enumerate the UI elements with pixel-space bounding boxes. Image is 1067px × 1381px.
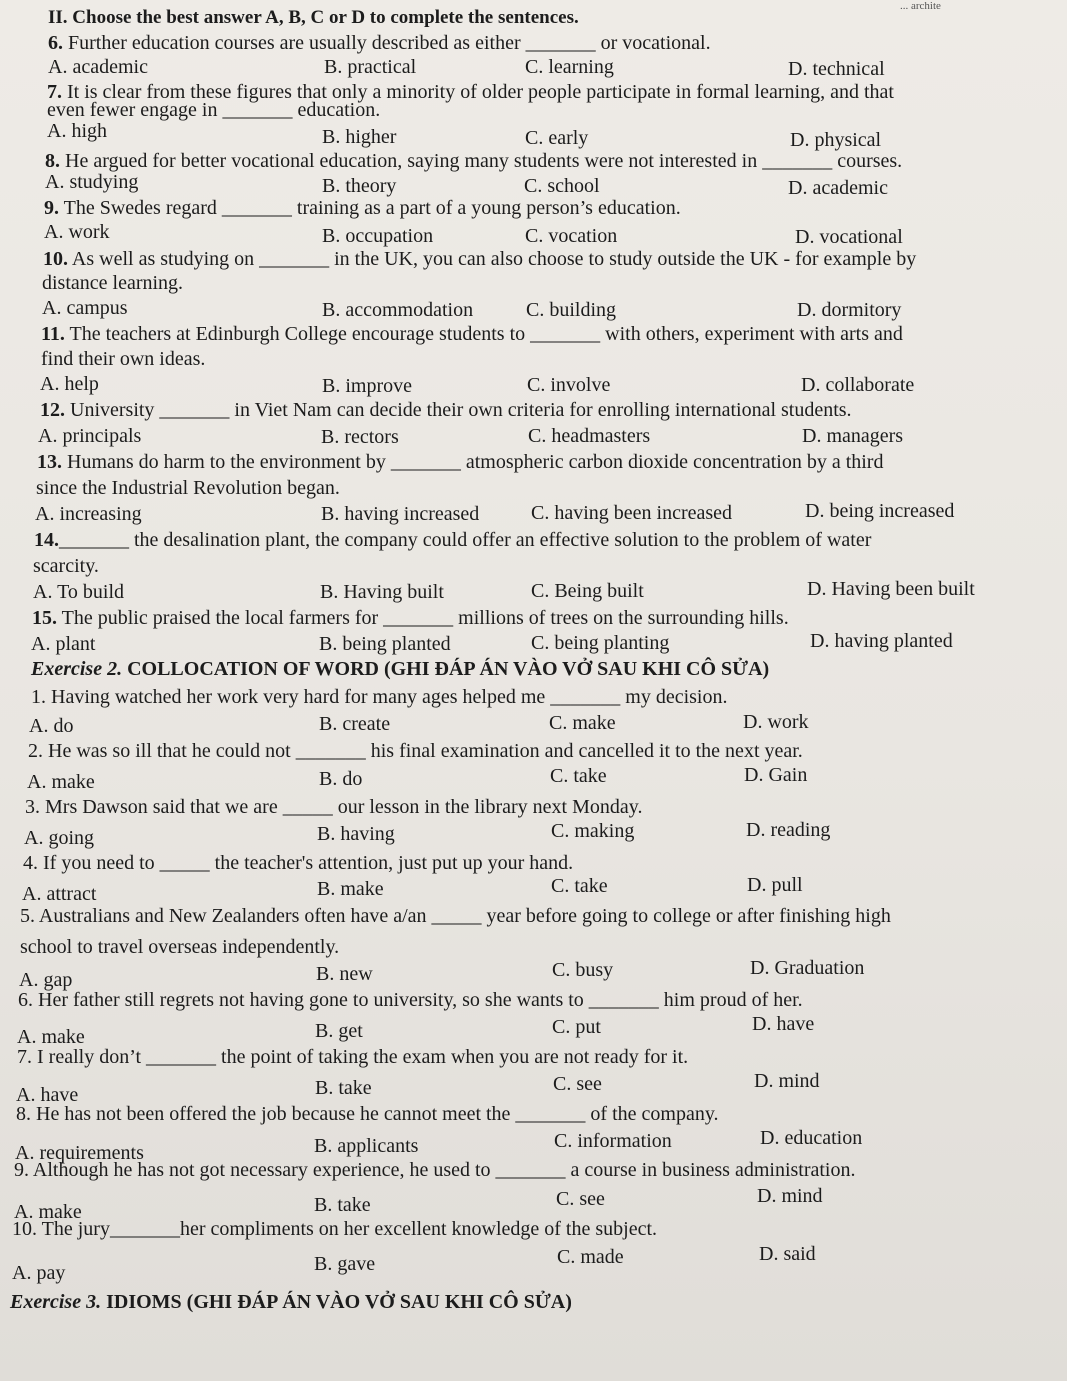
question-13	[37, 450, 883, 474]
option-a[interactable]: A. To build	[33, 581, 125, 603]
option-d[interactable]: D. vocational	[795, 226, 903, 248]
option-d[interactable]: D. have	[752, 1013, 815, 1035]
option-b[interactable]: B. Having built	[320, 581, 444, 603]
exercise-label: Exercise 3.	[10, 1291, 102, 1313]
option-d[interactable]: D. managers	[802, 425, 904, 447]
question-11	[41, 322, 903, 346]
option-a[interactable]: A. high	[47, 120, 107, 142]
option-d[interactable]: D. dormitory	[797, 299, 902, 321]
question-10	[43, 247, 916, 271]
exercise-3-heading	[10, 1290, 572, 1314]
option-c[interactable]: C. school	[524, 175, 600, 197]
option-b[interactable]: B. applicants	[314, 1135, 419, 1157]
top-fragment: ... archite	[900, 0, 941, 12]
option-a[interactable]: A. do	[29, 715, 74, 737]
option-a[interactable]: A. attract	[22, 883, 97, 905]
option-a[interactable]: A. pay	[12, 1262, 66, 1284]
exercise-title: COLLOCATION OF WORD (GHI ĐÁP ÁN VÀO VỞ SAU KHI CÔ SỬA)	[127, 658, 770, 680]
question-number: 8.	[45, 150, 60, 172]
collocation-question-7: 7. I really don’t _______ the point of taking the exam when you are not ready for it.	[17, 1046, 689, 1068]
question-text: It is clear from these figures that only a minority of older people participate in formal learning, and that	[67, 81, 894, 103]
collocation-question-10: 10. The jury_______her compliments on her excellent knowledge of the subject.	[12, 1218, 658, 1240]
option-c[interactable]: C. take	[550, 765, 607, 787]
collocation-question-5: 5. Australians and New Zealanders often have a/an _____ year before going to college or after finishing high	[20, 905, 891, 927]
option-d[interactable]: D. mind	[754, 1070, 820, 1092]
question-number: 9.	[44, 197, 59, 219]
collocation-question-3: 3. Mrs Dawson said that we are _____ our lesson in the library next Monday.	[25, 796, 643, 818]
collocation-question-6: 6. Her father still regrets not having gone to university, so she wants to _______ him proud of her.	[18, 989, 803, 1011]
question-number: 15.	[32, 607, 57, 629]
option-d[interactable]: D. academic	[788, 177, 888, 199]
option-b[interactable]: B. improve	[322, 375, 412, 397]
option-c[interactable]: C. made	[557, 1246, 624, 1268]
question-9	[44, 196, 681, 220]
question-8	[45, 149, 902, 173]
option-a[interactable]: A. principals	[38, 425, 142, 447]
option-a[interactable]: A. make	[14, 1201, 82, 1223]
option-a[interactable]: A. help	[40, 373, 99, 395]
question-number: 10.	[43, 248, 68, 270]
option-c[interactable]: C. see	[553, 1073, 602, 1095]
option-b[interactable]: B. accommodation	[322, 299, 474, 321]
question-text: The public praised the local farmers for _______ millions of trees on the surrounding hills.	[61, 607, 789, 629]
option-d[interactable]: D. work	[743, 711, 809, 733]
option-c[interactable]: C. being planting	[531, 632, 670, 654]
option-b[interactable]: B. create	[319, 713, 391, 735]
option-b[interactable]: B. take	[315, 1077, 372, 1099]
question-12	[40, 398, 852, 422]
option-a[interactable]: A. requirements	[15, 1142, 144, 1164]
option-d[interactable]: D. Graduation	[750, 957, 865, 979]
option-b[interactable]: B. do	[319, 768, 363, 790]
question-7-continued: even fewer engage in _______ education.	[47, 99, 381, 121]
option-d[interactable]: D. collaborate	[801, 374, 915, 396]
option-b[interactable]: B. make	[317, 878, 384, 900]
option-a[interactable]: A. have	[16, 1084, 79, 1106]
question-14-continued: scarcity.	[33, 555, 99, 577]
question-text: As well as studying on _______ in the UK, you can also choose to study outside the UK - for example by	[71, 248, 917, 270]
exercise-label: Exercise 2.	[31, 658, 123, 680]
option-b[interactable]: B. occupation	[322, 225, 434, 247]
option-b[interactable]: B. gave	[314, 1253, 376, 1275]
option-d[interactable]: D. having planted	[810, 630, 953, 652]
question-number: 12.	[40, 399, 65, 421]
option-c[interactable]: C. building	[526, 299, 617, 321]
option-c[interactable]: C. involve	[527, 374, 611, 396]
question-15	[32, 606, 789, 630]
option-c[interactable]: C. making	[551, 820, 635, 842]
option-c[interactable]: C. make	[549, 712, 616, 734]
option-d[interactable]: D. physical	[790, 129, 882, 151]
question-text: Further education courses are usually described as either _______ or vocational.	[68, 32, 711, 54]
option-d[interactable]: D. pull	[747, 874, 803, 896]
option-c[interactable]: C. Being built	[531, 580, 644, 602]
question-text: He argued for better vocational education, saying many students were not interested in _______ courses.	[65, 150, 903, 172]
question-11-continued: find their own ideas.	[41, 348, 206, 370]
option-d[interactable]: D. said	[759, 1243, 816, 1265]
option-b[interactable]: B. practical	[324, 56, 417, 78]
question-13-continued: since the Industrial Revolution began.	[36, 477, 340, 499]
option-b[interactable]: B. rectors	[321, 426, 399, 448]
option-b[interactable]: B. higher	[322, 126, 397, 148]
option-b[interactable]: B. having	[317, 823, 395, 845]
option-c[interactable]: C. early	[525, 127, 589, 149]
option-a[interactable]: A. plant	[31, 633, 96, 655]
question-text: Humans do harm to the environment by _______ atmospheric carbon dioxide concentration by a third	[67, 451, 884, 473]
question-number: 7.	[47, 81, 62, 103]
option-b[interactable]: B. take	[314, 1194, 371, 1216]
question-number: 13.	[37, 451, 62, 473]
collocation-question-1: 1. Having watched her work very hard for many ages helped me _______ my decision.	[31, 686, 728, 708]
section-heading: II. Choose the best answer A, B, C or D to complete the sentences.	[48, 7, 579, 28]
question-text: The teachers at Edinburgh College encourage students to _______ with others, experiment with arts and	[69, 323, 903, 345]
option-b[interactable]: B. being planted	[319, 633, 451, 655]
option-a[interactable]: A. gap	[19, 969, 73, 991]
option-a[interactable]: A. going	[24, 827, 94, 849]
option-c[interactable]: C. vocation	[525, 225, 618, 247]
option-d[interactable]: D. Gain	[744, 764, 808, 786]
option-b[interactable]: B. having increased	[321, 503, 480, 525]
option-a[interactable]: A. campus	[42, 297, 128, 319]
option-d[interactable]: D. Having been built	[807, 578, 975, 600]
question-number: 6.	[48, 32, 63, 54]
question-10-continued: distance learning.	[42, 272, 184, 294]
option-a[interactable]: A. work	[44, 221, 110, 243]
option-b[interactable]: B. new	[316, 963, 373, 985]
option-d[interactable]: D. reading	[746, 819, 831, 841]
question-text: The Swedes regard _______ training as a part of a young person’s education.	[63, 197, 681, 219]
option-c[interactable]: C. having been increased	[531, 502, 733, 524]
question-text: _______ the desalination plant, the company could offer an effective solution to the problem of water	[59, 529, 872, 551]
option-d[interactable]: D. education	[760, 1127, 863, 1149]
collocation-question-5-continued: school to travel overseas independently.	[20, 936, 340, 958]
question-text: University _______ in Viet Nam can decide their own criteria for enrolling international students.	[70, 399, 852, 421]
collocation-question-9: 9. Although he has not got necessary experience, he used to _______ a course in business administration.	[14, 1159, 856, 1181]
option-c[interactable]: C. take	[551, 875, 608, 897]
option-a[interactable]: A. academic	[48, 56, 148, 78]
option-d[interactable]: D. technical	[788, 58, 885, 80]
option-b[interactable]: B. get	[315, 1020, 363, 1042]
option-c[interactable]: C. busy	[552, 959, 614, 981]
option-a[interactable]: A. make	[17, 1026, 85, 1048]
exercise-title: IDIOMS (GHI ĐÁP ÁN VÀO VỞ SAU KHI CÔ SỬA)	[106, 1291, 572, 1313]
option-c[interactable]: C. learning	[525, 56, 614, 78]
option-b[interactable]: B. theory	[322, 175, 397, 197]
collocation-question-2: 2. He was so ill that he could not _______ his final examination and cancelled it to the next year.	[28, 740, 803, 762]
option-d[interactable]: D. being increased	[805, 500, 955, 522]
option-a[interactable]: A. studying	[45, 171, 139, 193]
question-number: 14.	[34, 529, 59, 551]
question-6	[48, 31, 711, 55]
collocation-question-8: 8. He has not been offered the job because he cannot meet the _______ of the company.	[16, 1103, 719, 1125]
question-number: 11.	[41, 323, 65, 345]
question-14	[34, 528, 871, 552]
collocation-question-4: 4. If you need to _____ the teacher's attention, just put up your hand.	[23, 852, 574, 874]
option-c[interactable]: C. put	[552, 1016, 601, 1038]
option-a[interactable]: A. increasing	[35, 503, 142, 525]
option-c[interactable]: C. see	[556, 1188, 605, 1210]
option-c[interactable]: C. information	[554, 1130, 672, 1152]
option-a[interactable]: A. make	[27, 771, 95, 793]
exercise-2-heading	[31, 657, 769, 681]
option-d[interactable]: D. mind	[757, 1185, 823, 1207]
option-c[interactable]: C. headmasters	[528, 425, 651, 447]
